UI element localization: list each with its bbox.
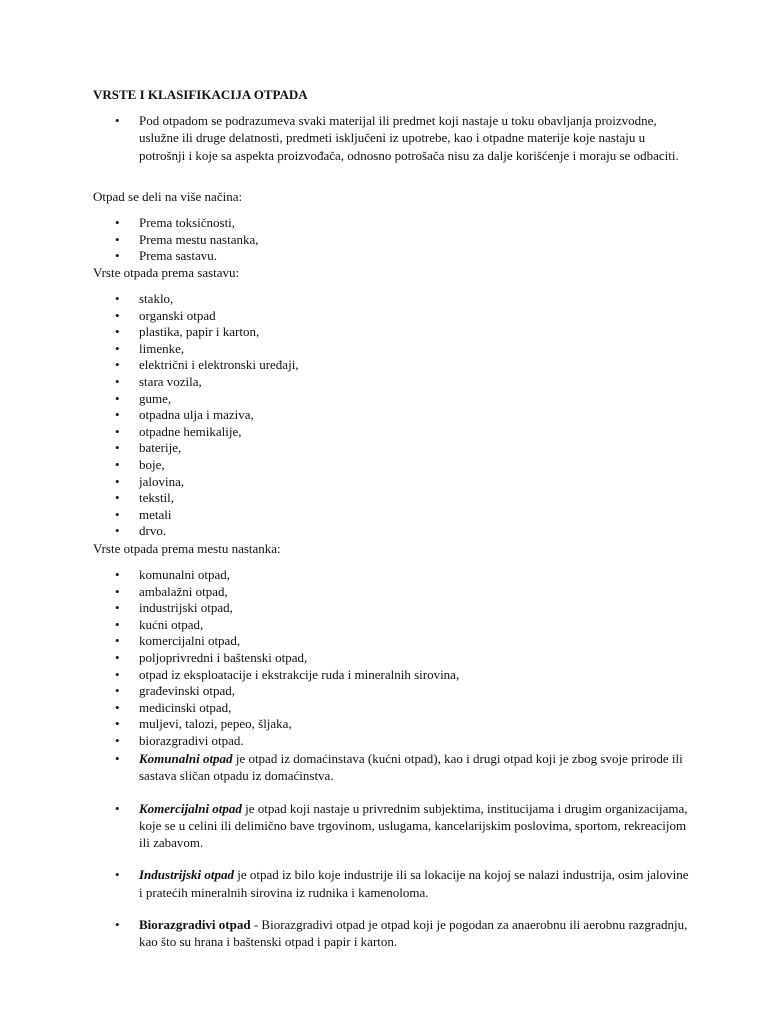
- bullet-icon: •: [115, 324, 120, 340]
- document-title: VRSTE I KLASIFIKACIJA OTPADA: [93, 87, 308, 102]
- list-item: • kućni otpad,: [115, 616, 204, 632]
- definition-list: [93, 112, 693, 164]
- bullet-icon: •: [115, 583, 120, 599]
- list-item: • Prema mestu nastanka,: [115, 231, 259, 247]
- definition-text: je otpad iz bilo koje industrije ili sa lokacije na kojoj se nalazi industrija, osim jalovine i pratećih mineralnih sirovina iz rudnika i kamenoloma.: [139, 867, 689, 900]
- list-item: • medicinski otpad,: [115, 699, 232, 715]
- list-item: • baterije,: [115, 440, 182, 456]
- bullet-icon: •: [115, 407, 120, 423]
- bullet-icon: •: [115, 473, 120, 489]
- bullet-icon: •: [115, 800, 120, 816]
- bullet-icon: •: [115, 867, 120, 883]
- list-item: • jalovina,: [115, 473, 185, 489]
- bullet-icon: •: [115, 506, 120, 522]
- definition-text: - Biorazgradivi otpad je otpad koji je pogodan za anaerobnu ili aerobnu razgradnju, kao što su hrana i baštenski otpad i papir i karton.: [139, 917, 688, 950]
- bullet-icon: •: [115, 633, 120, 649]
- bullet-icon: •: [115, 666, 120, 682]
- bullet-icon: •: [115, 600, 120, 616]
- composition-list: [93, 291, 713, 540]
- bullet-icon: •: [115, 751, 120, 766]
- bullet-icon: •: [115, 357, 120, 373]
- bullet-icon: •: [115, 215, 120, 230]
- composition-heading: Vrste otpada prema sastavu:: [93, 265, 240, 280]
- bullet-icon: •: [115, 699, 120, 715]
- bullet-icon: •: [115, 616, 120, 632]
- bullet-icon: •: [115, 231, 120, 247]
- list-item: • Prema sastavu.: [115, 248, 217, 263]
- definition-text: Pod otpadom se podrazumeva svaki materijal ili predmet koji nastaje u toku obavljanja proizvodne, uslužne ili druge delatnosti, predmeti isključeni iz upotrebe, kao i otpadne materije koje nastaju u potrošnji i koje sa aspekta proizvođača, odnosno potrošača nisu za dalje korišćenje i moraju se odbaciti.: [139, 113, 679, 163]
- bullet-icon: •: [115, 732, 120, 748]
- intro-paragraph: Otpad se deli na više načina:: [93, 189, 243, 204]
- bullet-icon: •: [115, 456, 120, 472]
- list-item: • biorazgradivi otpad.: [115, 732, 244, 748]
- list-item: • metali: [115, 506, 172, 522]
- list-item: • organski otpad: [115, 307, 216, 323]
- list-item: • staklo,: [115, 291, 174, 306]
- bullet-icon: •: [115, 307, 120, 323]
- term-biorazgradivi: Biorazgradivi otpad: [139, 917, 251, 933]
- bullet-icon: •: [115, 649, 120, 665]
- list-item: • limenke,: [115, 340, 185, 356]
- bullet-icon: •: [115, 340, 120, 356]
- term-komercijalni: Komercijalni otpad: [139, 800, 242, 816]
- list-item: • komercijalni otpad,: [115, 633, 241, 649]
- list-item: • otpadna ulja i maziva,: [115, 407, 254, 423]
- list-item: • stara vozila,: [115, 373, 202, 389]
- list-item: • tekstil,: [115, 490, 175, 506]
- list-item: • gume,: [115, 390, 172, 406]
- list-item: • Prema toksičnosti,: [115, 215, 236, 230]
- list-item: • otpadne hemikalije,: [115, 423, 242, 439]
- list-item: • građevinski otpad,: [115, 683, 236, 699]
- list-item: • ambalažni otpad,: [115, 583, 228, 599]
- list-item: • boje,: [115, 456, 165, 472]
- bullet-icon: •: [115, 683, 120, 699]
- list-item: • električni i elektronski uređaji,: [115, 357, 299, 373]
- term-komunalni: Komunalni otpad: [139, 751, 233, 766]
- definition-text: je otpad iz domaćinstava (kućni otpad), kao i drugi otpad koji je zbog svoje prirode ili sastava sličan otpadu iz domaćinstva.: [139, 751, 683, 784]
- bullet-icon: •: [115, 440, 120, 456]
- bullet-icon: •: [115, 291, 120, 306]
- bullet-icon: •: [115, 248, 120, 263]
- list-item: • poljoprivredni i baštenski otpad,: [115, 649, 308, 665]
- bullet-icon: •: [115, 917, 120, 933]
- bullet-icon: •: [115, 423, 120, 439]
- bullet-icon: •: [115, 373, 120, 389]
- list-item: • drvo.: [115, 523, 167, 539]
- classification-list: [93, 215, 713, 265]
- bullet-icon: •: [115, 523, 120, 539]
- bullet-icon: •: [115, 490, 120, 506]
- definition-item: [93, 112, 693, 164]
- list-item: • komunalni otpad,: [115, 567, 230, 582]
- definition-text: je otpad koji nastaje u privrednim subjektima, institucijama i drugim organizacijama, koje se u celini ili delimično bave trgovinom, uslugama, kancelarijskim poslovima, sportom, rekreacijom ili zabavom.: [139, 800, 688, 851]
- definition-item: [93, 916, 693, 951]
- origin-list: [93, 567, 713, 750]
- definition-item: [93, 800, 693, 852]
- list-item: • plastika, papir i karton,: [115, 324, 260, 340]
- bullet-icon: •: [115, 390, 120, 406]
- bullet-icon: •: [115, 113, 120, 128]
- list-item: • industrijski otpad,: [115, 600, 233, 616]
- origin-heading: Vrste otpada prema mestu nastanka:: [93, 541, 281, 556]
- bullet-icon: •: [115, 716, 120, 732]
- list-item: • otpad iz eksploatacije i ekstrakcije ruda i mineralnih sirovina,: [115, 666, 460, 682]
- definitions-list: [93, 750, 693, 951]
- list-item: • muljevi, talozi, pepeo, šljaka,: [115, 716, 292, 732]
- term-industrijski: Industrijski otpad: [139, 867, 235, 883]
- definition-item: [93, 750, 693, 785]
- definition-item: [93, 866, 693, 901]
- bullet-icon: •: [115, 567, 120, 582]
